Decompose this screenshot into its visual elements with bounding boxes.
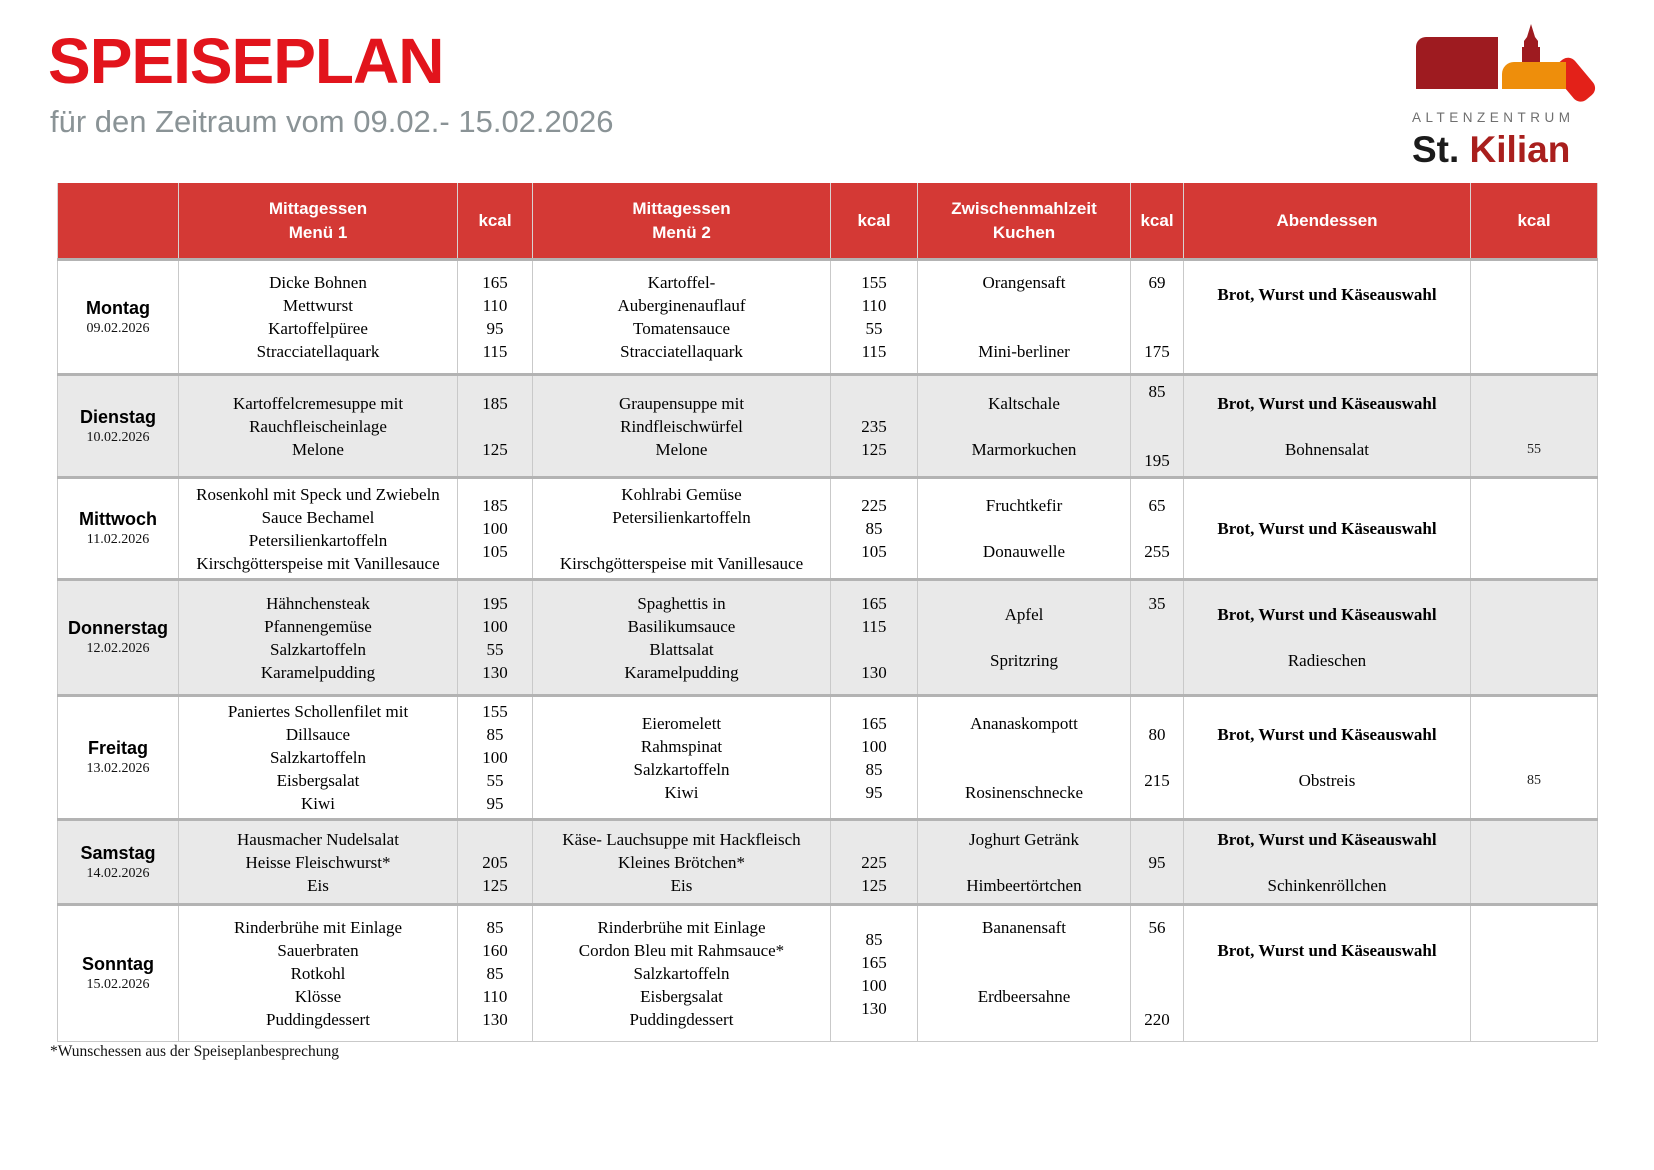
dinner-cell: Brot, Wurst und Käseauswahl Obstreis [1184,696,1471,820]
day-name: Samstag [80,842,156,863]
dinner-kcal-cell [1471,478,1598,580]
meal-plan-table [57,183,1598,1042]
row-freitag [58,696,1598,820]
dinner-kcal-cell [1471,580,1598,696]
dinner-cell: Brot, Wurst und Käseauswahl Radieschen [1184,580,1471,696]
dinner-kcal-cell: 85 [1471,696,1598,820]
dinner-kcal-cell [1471,820,1598,905]
menu2-cell: Kartoffel- Auberginenauflauf Tomatensauce Stracciatellaquark [533,260,831,375]
col-header-snack: Zwischenmahlzeit Kuchen [918,183,1131,260]
snack-cell: Joghurt Getränk Himbeertörtchen [918,820,1131,905]
day-cell [58,696,179,820]
menu1-kcal-cell: 205 125 [458,820,533,905]
day-cell [58,905,179,1042]
col-header-menu1: Mittagessen Menü 1 [179,183,458,260]
snack-kcal-cell: 80 215 [1131,696,1184,820]
snack-cell: Orangensaft Mini-berliner [918,260,1131,375]
date-range-subtitle: für den Zeitraum vom 09.02.- 15.02.2026 [50,104,614,139]
snack-cell: Apfel Spritzring [918,580,1131,696]
menu2-cell: Spaghettis in Basilikumsauce Blattsalat Karamelpudding [533,580,831,696]
menu2-cell: Kohlrabi Gemüse Petersilienkartoffeln Kirschgötterspeise mit Vanillesauce [533,478,831,580]
logo-name-main: Kilian [1459,129,1571,170]
menu1-cell: Dicke Bohnen Mettwurst Kartoffelpüree Stracciatellaquark [179,260,458,375]
snack-kcal-cell: 69 175 [1131,260,1184,375]
snack-cell: Bananensaft Erdbeersahne [918,905,1131,1042]
snack-kcal-cell: 35 [1131,580,1184,696]
day-cell [58,820,179,905]
menu2-cell: Graupensuppe mit Rindfleischwürfel Melone [533,375,831,478]
menu1-cell: Rinderbrühe mit Einlage Sauerbraten Rotkohl Klösse Puddingdessert [179,905,458,1042]
menu2-kcal-cell: 85 165 100 130 [831,905,918,1042]
snack-cell: Ananaskompott Rosinenschnecke [918,696,1131,820]
row-dienstag [58,375,1598,478]
day-name: Donnerstag [67,618,168,638]
row-donnerstag [58,580,1598,696]
logo-name-prefix: St. [1412,129,1460,170]
row-samstag [58,820,1598,905]
day-date: 14.02.2026 [86,865,150,881]
snack-kcal-cell: 65 255 [1131,478,1184,580]
dinner-cell: Brot, Wurst und Käseauswahl [1184,260,1471,375]
snack-cell: Kaltschale Marmorkuchen [918,375,1131,478]
menu2-kcal-cell: 165 100 85 95 [831,696,918,820]
snack-kcal-cell: 95 [1131,820,1184,905]
day-date: 11.02.2026 [86,532,150,547]
st-kilian-logo [1412,24,1602,171]
dinner-cell: Brot, Wurst und Käseauswahl [1184,905,1471,1042]
col-header-dinner: Abendessen [1184,183,1471,260]
page-title: SPEISEPLAN [48,25,444,97]
day-date: 10.02.2026 [86,429,150,445]
wish-meal-footnote: *Wunschessen aus der Speiseplanbesprechung [50,1043,340,1060]
day-name: Mittwoch [79,509,157,529]
menu2-kcal-cell: 165 115 130 [831,580,918,696]
dinner-cell: Brot, Wurst und Käseauswahl Schinkenröllchen [1184,820,1471,905]
menu1-cell: Rosenkohl mit Speck und Zwiebeln Sauce Bechamel Petersilienkartoffeln Kirschgötterspeise mit Vanillesauce [179,478,458,580]
menu2-cell: Rinderbrühe mit Einlage Cordon Bleu mit Rahmsauce* Salzkartoffeln Eisbergsalat Puddingdessert [533,905,831,1042]
col-header-kcal2: kcal [831,183,918,260]
dinner-cell: Brot, Wurst und Käseauswahl Bohnensalat [1184,375,1471,478]
menu1-cell: Hähnchensteak Pfannengemüse Salzkartoffeln Karamelpudding [179,580,458,696]
menu1-kcal-cell: 165 110 95 115 [458,260,533,375]
day-name: Dienstag [79,406,157,427]
col-header-kcal4: kcal [1471,183,1598,260]
dinner-kcal-cell: 55 [1471,375,1598,478]
day-cell [58,375,179,478]
col-header-menu2: Mittagessen Menü 2 [533,183,831,260]
day-cell [58,580,179,696]
row-sonntag [58,905,1598,1042]
col-header-day [58,183,179,260]
snack-kcal-cell: 85 195 [1131,375,1184,478]
snack-cell: Fruchtkefir Donauwelle [918,478,1131,580]
row-mittwoch [58,478,1598,580]
menu1-kcal-cell: 185 125 [458,375,533,478]
dinner-cell: Brot, Wurst und Käseauswahl [1184,478,1471,580]
day-name: Montag [86,297,150,318]
menu1-cell: Paniertes Schollenfilet mit Dillsauce Salzkartoffeln Eisbergsalat Kiwi [179,696,458,820]
menu2-kcal-cell: 155 110 55 115 [831,260,918,375]
menu2-cell: Eieromelett Rahmspinat Salzkartoffeln Kiwi [533,696,831,820]
menu2-kcal-cell: 235 125 [831,375,918,478]
dinner-kcal-cell [1471,905,1598,1042]
day-date: 13.02.2026 [86,761,150,776]
menu1-kcal-cell: 195 100 55 130 [458,580,533,696]
menu1-kcal-cell: 85 160 85 110 130 [458,905,533,1042]
day-cell [58,478,179,580]
col-header-kcal1: kcal [458,183,533,260]
day-date: 12.02.2026 [86,641,150,656]
menu1-cell: Kartoffelcremesuppe mit Rauchfleischeinlage Melone [179,375,458,478]
menu1-cell: Hausmacher Nudelsalat Heisse Fleischwurst* Eis [179,820,458,905]
day-date: 09.02.2026 [86,320,150,336]
day-name: Freitag [87,738,148,758]
snack-kcal-cell: 56 220 [1131,905,1184,1042]
menu1-kcal-cell: 185 100 105 [458,478,533,580]
table-header [58,183,1598,260]
col-header-kcal3: kcal [1131,183,1184,260]
dinner-kcal-cell [1471,260,1598,375]
day-cell [58,260,179,375]
menu1-kcal-cell: 155 85 100 55 95 [458,696,533,820]
menu2-cell: Käse- Lauchsuppe mit Hackfleisch Kleines Brötchen* Eis [533,820,831,905]
logo-facility-name [1412,129,1602,171]
row-montag [58,260,1598,375]
menu2-kcal-cell: 225 125 [831,820,918,905]
menu2-kcal-cell: 225 85 105 [831,478,918,580]
skyline-church-logo-icon [1412,24,1602,104]
day-name: Sonntag [82,954,154,974]
logo-org-name: ALTENZENTRUM [1412,110,1575,125]
day-date: 15.02.2026 [86,977,150,992]
